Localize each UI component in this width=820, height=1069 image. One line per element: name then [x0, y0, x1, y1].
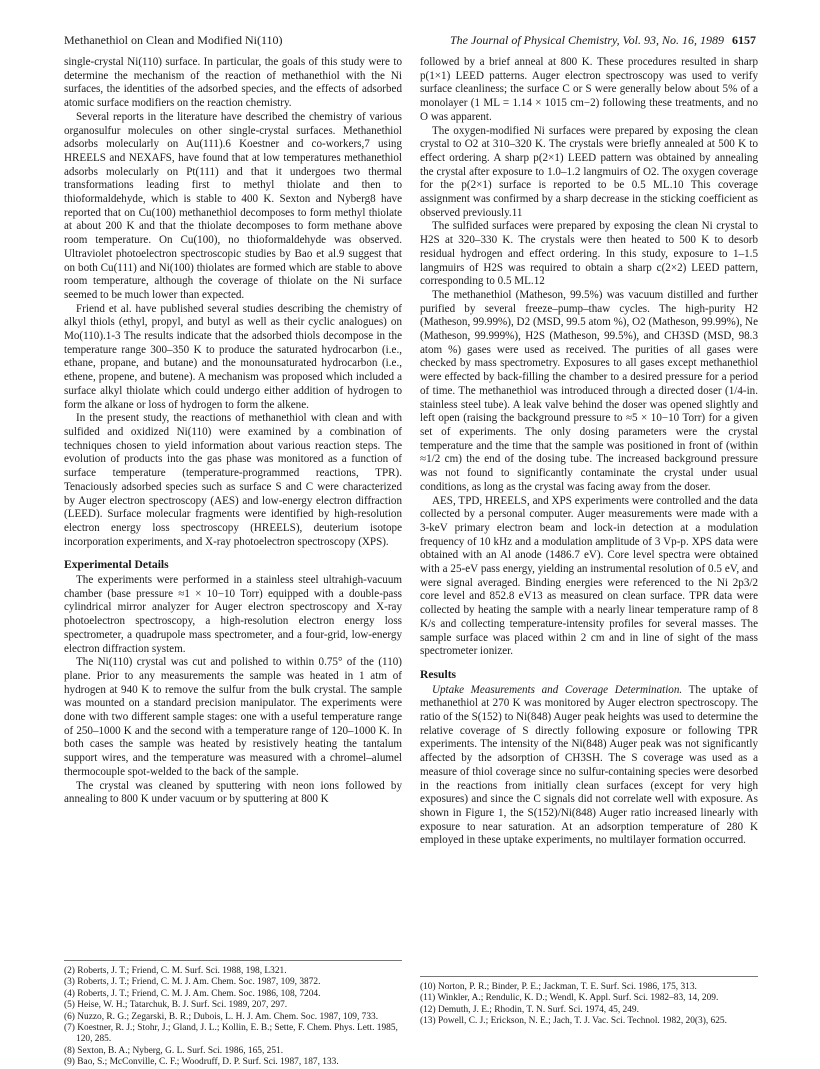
subsection-heading: Uptake Measurements and Coverage Determination. [432, 683, 683, 696]
right-column [420, 56, 758, 848]
references-left [64, 960, 402, 1069]
paragraph: Friend et al. have published several studies describing the chemistry of alkyl thiols (ethyl, propyl, and butyl as well as their cyclic analogues) on Mo(110).1-3 The results indicate that the adsorbed thiols decompose in the temperature range 300–350 K to produce the saturated hydrocarbon (i.e., ethane, propane, and butane) and the monounsaturated hydrocarbon (i.e., ethene, propene, and butene). A mechanism was proposed which included a surface alkyl thiolate which could undergo either addition of hydrogen to form the alkane or loss of hydrogen to form the alkene. [64, 302, 402, 411]
paragraph: The methanethiol (Matheson, 99.5%) was vacuum distilled and further purified by several freeze–pump–thaw cycles. The high-purity H2 (Matheson, 99.99%), D2 (MSD, 99.5 atom %), O2 (Matheson, 99.99%), Ne (Matheson, 99.999%), H2S (Matheson, 99.5%), and CH3SD (MSD, 98.3 atom %) gases were used as received. The purities of all gases were checked by mass spectrometry. Exposures to all gases except methanethiol were effected by back-filling the chamber to a desired pressure for a period of time. The methanethiol was introduced through a directed doser (1/4-in. stainless steel tube). A leak valve behind the doser was opened slightly and left open (raising the background pressure to ≈5 × 10−10 Torr) for a given set of experiments. The only dosing parameters were the crystal temperature and the time that the sample was positioned in front of (within ≈1/2 cm) the end of the dosing tube. The increased background pressure was not found to significantly contaminate the crystal under usual conditions, as long as the crystal was facing away from the doser. [420, 288, 758, 493]
reference: (8) Sexton, B. A.; Nyberg, G. L. Surf. Sci. 1986, 165, 251. [64, 1045, 284, 1056]
reference: (3) Roberts, J. T.; Friend, C. M. J. Am. Chem. Soc. 1987, 109, 3872. [64, 977, 321, 988]
paragraph [420, 684, 758, 848]
reference: (13) Powell, C. J.; Erickson, N. E.; Jach, T. J. Vac. Sci. Technol. 1982, 20(3), 625. [420, 1016, 727, 1027]
reference: (6) Nuzzo, R. G.; Zegarski, B. R.; Dubois, L. H. J. Am. Chem. Soc. 1987, 109, 733. [64, 1011, 379, 1022]
paragraph: The sulfided surfaces were prepared by exposing the clean Ni crystal to H2S at 320–330 K. The crystals were then heated to 500 K to desorb residual hydrogen and effect ordering. In this study, exposure to 1–1.5 langmuirs of H2S was required to obtain a sharp c(2×2) LEED pattern, corresponding to 0.5 ML.12 [420, 220, 758, 288]
section-heading: Experimental Details [64, 558, 169, 572]
reference: (12) Demuth, J. E.; Rhodin, T. N. Surf. Sci. 1974, 45, 249. [420, 1004, 639, 1015]
journal-citation: The Journal of Physical Chemistry, Vol. 93, No. 16, 1989 [450, 33, 724, 47]
reference: (10) Norton, P. R.; Binder, P. E.; Jackman, T. E. Surf. Sci. 1986, 175, 313. [420, 982, 697, 992]
paragraph: AES, TPD, HREELS, and XPS experiments were controlled and the data collected by a personal computer. Auger measurements were made with a 3-keV primary electron beam and lock-in detection at a modulation frequency of 10 kHz and a modulation amplitude of 3 Vp-p. XPS data were obtained with an Al anode (1486.7 eV). Core level spectra were obtained with a 25-eV pass energy, yielding an instrumental resolution of 0.5 eV, and were signal averaged. Binding energies were referenced to the Ni 2p3/2 core level and 852.8 eV13 as measured on clean surface. TPR data were collected by heating the sample with a nearly linear temperature ramp of 8 K/s and collecting temperature-intensity profiles for several masses. The sample surface was placed within 2 cm and in line of sight of the mass spectrometer ionizer. [420, 494, 758, 658]
paragraph-text: The uptake of methanethiol at 270 K was monitored by Auger electron spectroscopy. The ratio of the S(152) to Ni(848) Auger peak heights was used to determine the relative coverage of S directly following exposure or following TPR experiments. The intensity of the Ni(848) Auger peak was not significantly affected by the adsorption of CH3SH. The S coverage was used as a measure of thiol coverage since no sulfur-containing species were desorbed in the reactions from initially clean surfaces (except for very high exposures) and since the C signals did not correlate well with exposure. As shown in Figure 1, the S(152)/Ni(848) Auger ratio increased linearly with exposure to near saturation. At an adsorption temperature of 280 K employed in these uptake experiments, no multilayer formation occurred. [420, 683, 758, 847]
running-head-title: Methanethiol on Clean and Modified Ni(110) [64, 33, 283, 47]
paragraph: Several reports in the literature have described the chemistry of various organosulfur molecules on other single-crystal surfaces. Methanethiol adsorbs molecularly on Au(111).6 Koestner and co-workers,7 using HREELS and NEXAFS, have found that at low temperatures methanethiol adsorbs molecularly on Pt(111) and that it undergoes two thermal transformations leading first to methyl thiolate and then to thioformaldehyde, which is stable to 400 K. Sexton and Nyberg8 have reported that on Cu(100) methanethiol decomposes to form methyl thiolate at about 200 K and that the thiolate decomposes to form methane above room temperature. On Cu(100), no thioformaldehyde was observed. Ultraviolet photoelectron spectroscopic studies by Bao et al.9 suggest that on both Cu(111) and Ni(100) thiolates are formed which are stable to above room temperature, although the coverage of thiolate on the Ni surface seemed to be much lower than expected. [64, 110, 402, 301]
section-heading: Results [420, 667, 457, 681]
paragraph: The crystal was cleaned by sputtering with neon ions followed by annealing to 800 K under vacuum or by sputtering at 800 K [64, 779, 402, 806]
running-head [64, 32, 756, 48]
paragraph: The experiments were performed in a stainless steel ultrahigh-vacuum chamber (base pressure ≈1 × 10−10 Torr) equipped with a double-pass cylindrical mirror analyzer for Auger electron spectroscopy and X-ray photoelectron spectroscopy, a high-resolution electron energy loss spectrometer, a quadrupole mass spectrometer, and a four-grid, low-energy electron diffraction system. [64, 574, 402, 655]
running-head-journal-info [450, 32, 756, 48]
reference: (7) Koestner, R. J.; Stohr, J.; Gland, J. L.; Kollin, E. B.; Sette, F. Chem. Phys. Lett. 1985, 120, 285. [64, 1023, 398, 1045]
references-right [420, 976, 758, 1028]
paragraph: The oxygen-modified Ni surfaces were prepared by exposing the clean crystal to O2 at 310–320 K. The crystals were briefly annealed at 500 K to effect ordering. A sharp p(2×1) LEED pattern was obtained by annealing the crystal after exposure to 1.0–1.2 langmuirs of O2. The oxygen coverage for the p(2×1) surface is reported to be 0.5 ML.10 This coverage assignment was confirmed by a sharp decrease in the sticking coefficient as observed previously.11 [420, 124, 758, 219]
paragraph: single-crystal Ni(110) surface. In particular, the goals of this study were to determine the mechanism of the reaction of methanethiol with the Ni surfaces, the identities of the adsorbed species, and the effects of adsorbed atomic surface modifiers on the reaction chemistry. [64, 56, 402, 110]
paragraph: The Ni(110) crystal was cut and polished to within 0.75° of the (110) plane. Prior to any measurements the sample was heated in 1 atm of hydrogen at 940 K to remove the sulfur from the bulk crystal. The sample was mounted on a standard precision manipulator. The experiments were done with two different sample stages: one with a useful temperature range of 250–1000 K and the second with a temperature range of 120–1000 K. In both cases the sample was heated by resistively heating the tantalum support wires, and the temperature was measured with a chromel–alumel thermocouple spot-welded to the back of the sample. [64, 656, 402, 778]
reference: (2) Roberts, J. T.; Friend, C. M. Surf. Sci. 1988, 198, L321. [64, 966, 287, 976]
page-number: 6157 [732, 33, 756, 47]
left-column [64, 56, 402, 807]
paragraph: In the present study, the reactions of methanethiol with clean and with sulfided and oxidized Ni(110) were examined by a combination of techniques chosen to yield information about various reaction steps. The evolution of products into the gas phase was monitored as a function of surface temperature (temperature-programmed reactions, TPR). Tenaciously adsorbed species such as surface S and C were characterized by Auger electron spectroscopy (AES) and low-energy electron diffraction (LEED). Surface molecular fragments were identified by high-resolution electron energy loss spectroscopy (HREELS), deuterium isotope incorporation experiments, and X-ray photoelectron spectroscopy (XPS). [64, 412, 402, 548]
reference: (5) Heise, W. H.; Tatarchuk, B. J. Surf. Sci. 1989, 207, 297. [64, 1000, 288, 1011]
paragraph: followed by a brief anneal at 800 K. These procedures resulted in sharp p(1×1) LEED patterns. Auger electron spectroscopy was used to verify surface cleanliness; the surface C or S were generally below about 5% of a monolayer (1 ML = 1.14 × 1015 cm−2) following these treatments, and no O was apparent. [420, 56, 758, 123]
reference: (4) Roberts, J. T.; Friend, C. M. J. Am. Chem. Soc. 1986, 108, 7204. [64, 988, 321, 999]
reference: (9) Bao, S.; McConville, C. F.; Woodruff, D. P. Surf. Sci. 1987, 187, 133. [64, 1057, 339, 1068]
reference: (11) Winkler, A.; Rendulic, K. D.; Wendl, K. Appl. Surf. Sci. 1982–83, 14, 209. [420, 993, 719, 1004]
